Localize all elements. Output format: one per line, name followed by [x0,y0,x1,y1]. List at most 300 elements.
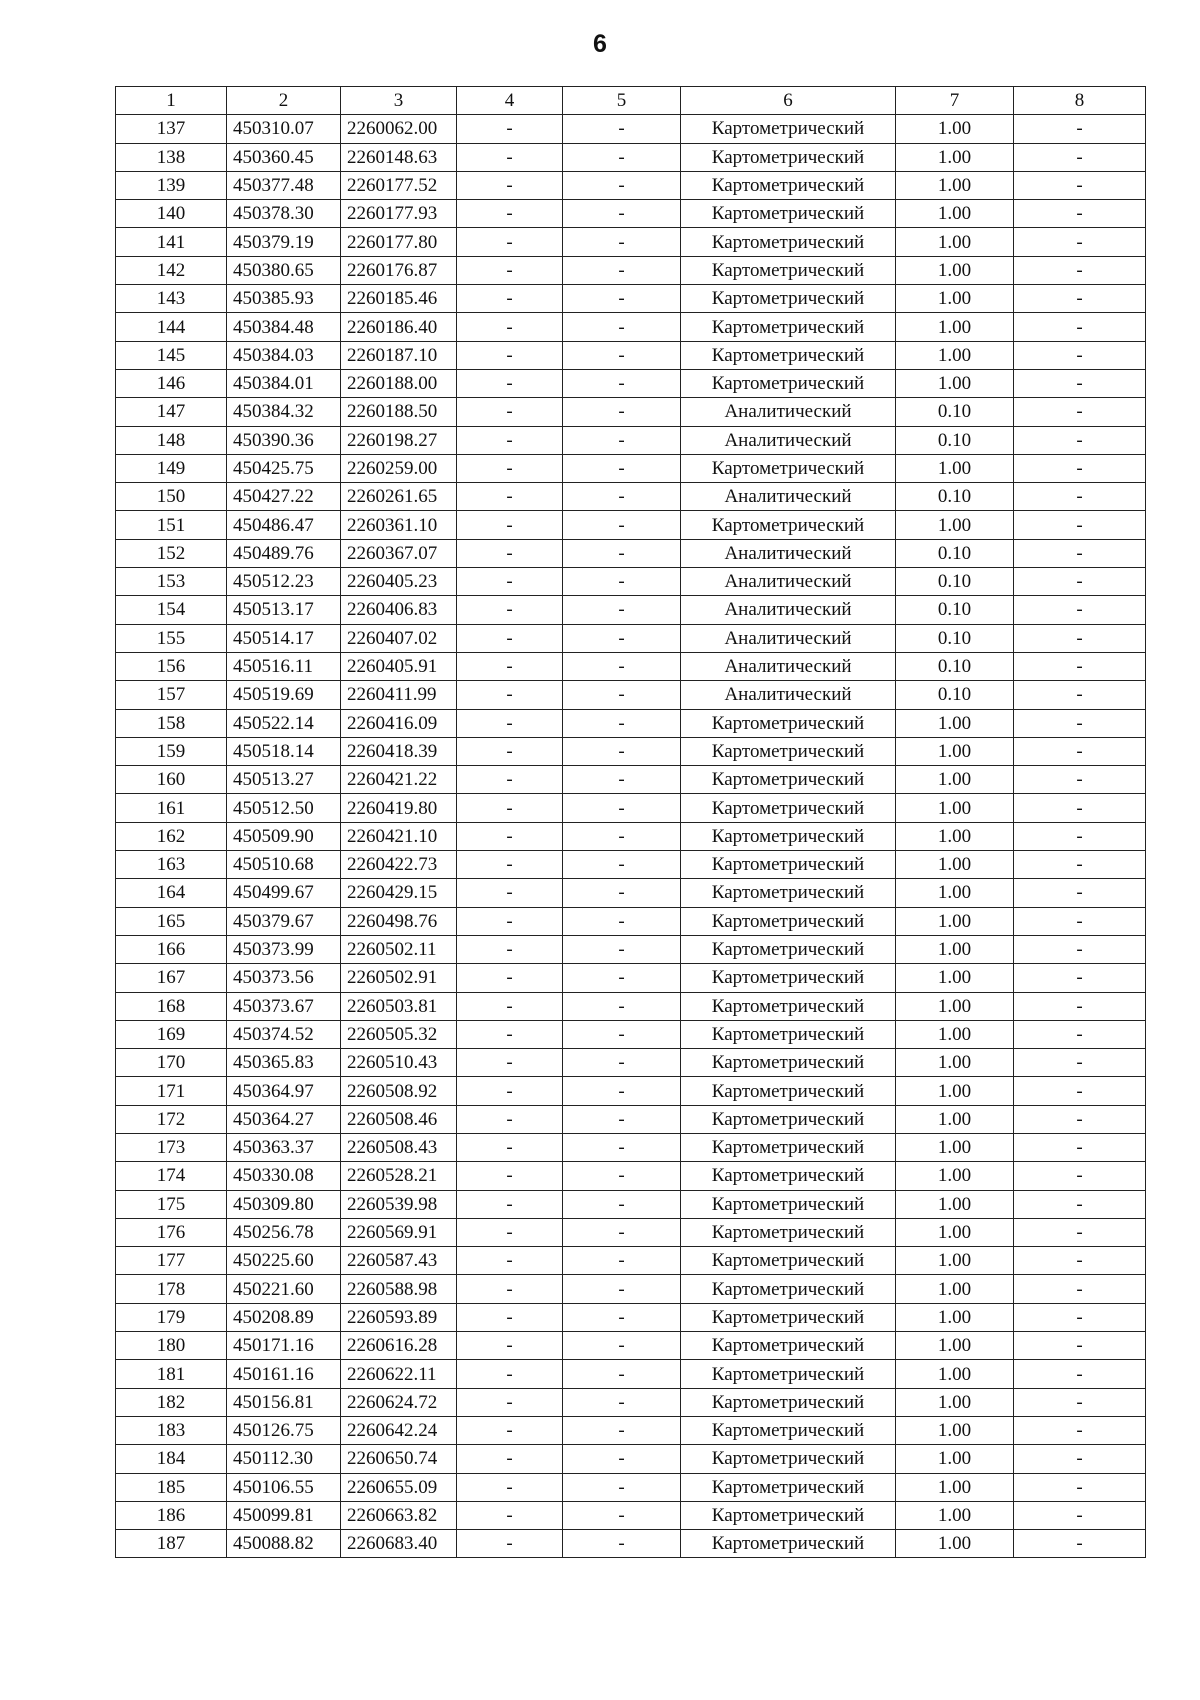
col8-cell: - [1014,907,1146,935]
col5-cell: - [563,681,681,709]
point-number-cell: 184 [116,1445,227,1473]
table-row [116,483,1146,511]
col8-cell: - [1014,1360,1146,1388]
col5-cell: - [563,341,681,369]
col8-cell: - [1014,709,1146,737]
col4-cell: - [457,1303,563,1331]
table-row [116,398,1146,426]
x-coordinate-cell: 450088.82 [227,1530,341,1558]
table-row [116,426,1146,454]
page-number: 6 [593,30,607,58]
point-number-cell: 138 [116,143,227,171]
point-number-cell: 177 [116,1247,227,1275]
col8-cell: - [1014,1020,1146,1048]
col4-cell: - [457,511,563,539]
table-row [116,851,1146,879]
point-number-cell: 162 [116,822,227,850]
x-coordinate-cell: 450373.67 [227,992,341,1020]
y-coordinate-cell: 2260505.32 [341,1020,457,1048]
x-coordinate-cell: 450427.22 [227,483,341,511]
method-cell: Картометрический [681,511,896,539]
col4-cell: - [457,256,563,284]
table-row [116,1360,1146,1388]
y-coordinate-cell: 2260528.21 [341,1162,457,1190]
method-cell: Картометрический [681,171,896,199]
col8-cell: - [1014,1445,1146,1473]
accuracy-cell: 0.10 [896,596,1014,624]
col8-cell: - [1014,426,1146,454]
col8-cell: - [1014,143,1146,171]
col5-cell: - [563,313,681,341]
method-cell: Картометрический [681,992,896,1020]
accuracy-cell: 1.00 [896,1077,1014,1105]
accuracy-cell: 1.00 [896,992,1014,1020]
col8-cell: - [1014,568,1146,596]
col8-cell: - [1014,313,1146,341]
col5-cell: - [563,964,681,992]
accuracy-cell: 0.10 [896,681,1014,709]
table-row [116,369,1146,397]
col5-cell: - [563,1416,681,1444]
table-row [116,1190,1146,1218]
x-coordinate-cell: 450379.67 [227,907,341,935]
y-coordinate-cell: 2260177.93 [341,200,457,228]
col4-cell: - [457,200,563,228]
method-cell: Картометрический [681,1105,896,1133]
table-row [116,313,1146,341]
col4-cell: - [457,454,563,482]
col8-cell: - [1014,879,1146,907]
y-coordinate-cell: 2260177.80 [341,228,457,256]
y-coordinate-cell: 2260422.73 [341,851,457,879]
x-coordinate-cell: 450310.07 [227,115,341,143]
method-cell: Картометрический [681,935,896,963]
col5-cell: - [563,935,681,963]
x-coordinate-cell: 450384.03 [227,341,341,369]
col4-cell: - [457,1218,563,1246]
col5-cell: - [563,1501,681,1529]
accuracy-cell: 1.00 [896,737,1014,765]
accuracy-cell: 1.00 [896,285,1014,313]
x-coordinate-cell: 450256.78 [227,1218,341,1246]
point-number-cell: 154 [116,596,227,624]
method-cell: Аналитический [681,426,896,454]
point-number-cell: 182 [116,1388,227,1416]
method-cell: Картометрический [681,1190,896,1218]
accuracy-cell: 0.10 [896,652,1014,680]
x-coordinate-cell: 450385.93 [227,285,341,313]
y-coordinate-cell: 2260198.27 [341,426,457,454]
point-number-cell: 179 [116,1303,227,1331]
x-coordinate-cell: 450489.76 [227,539,341,567]
col8-cell: - [1014,1105,1146,1133]
col5-cell: - [563,1133,681,1161]
method-cell: Картометрический [681,454,896,482]
table-row [116,341,1146,369]
y-coordinate-cell: 2260503.81 [341,992,457,1020]
col4-cell: - [457,1247,563,1275]
x-coordinate-cell: 450156.81 [227,1388,341,1416]
y-coordinate-cell: 2260642.24 [341,1416,457,1444]
col5-cell: - [563,568,681,596]
col5-cell: - [563,483,681,511]
col5-cell: - [563,1162,681,1190]
x-coordinate-cell: 450365.83 [227,1049,341,1077]
col4-cell: - [457,851,563,879]
accuracy-cell: 1.00 [896,1049,1014,1077]
point-number-cell: 149 [116,454,227,482]
method-cell: Картометрический [681,1332,896,1360]
col5-cell: - [563,1020,681,1048]
table-row [116,1473,1146,1501]
point-number-cell: 183 [116,1416,227,1444]
x-coordinate-cell: 450390.36 [227,426,341,454]
y-coordinate-cell: 2260259.00 [341,454,457,482]
y-coordinate-cell: 2260588.98 [341,1275,457,1303]
x-coordinate-cell: 450374.52 [227,1020,341,1048]
col8-cell: - [1014,1275,1146,1303]
x-coordinate-cell: 450126.75 [227,1416,341,1444]
point-number-cell: 164 [116,879,227,907]
col5-cell: - [563,1360,681,1388]
point-number-cell: 139 [116,171,227,199]
method-cell: Картометрический [681,285,896,313]
col4-cell: - [457,766,563,794]
point-number-cell: 165 [116,907,227,935]
col5-cell: - [563,1190,681,1218]
col4-cell: - [457,992,563,1020]
col8-cell: - [1014,1162,1146,1190]
table-row [116,539,1146,567]
accuracy-cell: 1.00 [896,1105,1014,1133]
col4-cell: - [457,228,563,256]
accuracy-cell: 1.00 [896,1247,1014,1275]
accuracy-cell: 1.00 [896,1473,1014,1501]
x-coordinate-cell: 450512.23 [227,568,341,596]
table-row [116,1218,1146,1246]
col5-cell: - [563,766,681,794]
col4-cell: - [457,794,563,822]
point-number-cell: 146 [116,369,227,397]
accuracy-cell: 1.00 [896,1445,1014,1473]
col4-cell: - [457,1275,563,1303]
col5-cell: - [563,822,681,850]
point-number-cell: 148 [116,426,227,454]
col4-cell: - [457,596,563,624]
accuracy-cell: 0.10 [896,483,1014,511]
y-coordinate-cell: 2260508.46 [341,1105,457,1133]
col8-cell: - [1014,1218,1146,1246]
col8-cell: - [1014,822,1146,850]
x-coordinate-cell: 450425.75 [227,454,341,482]
y-coordinate-cell: 2260177.52 [341,171,457,199]
column-header: 7 [896,87,1014,115]
y-coordinate-cell: 2260616.28 [341,1332,457,1360]
accuracy-cell: 1.00 [896,200,1014,228]
y-coordinate-cell: 2260683.40 [341,1530,457,1558]
method-cell: Картометрический [681,1501,896,1529]
y-coordinate-cell: 2260148.63 [341,143,457,171]
table-row [116,992,1146,1020]
col8-cell: - [1014,1501,1146,1529]
col4-cell: - [457,313,563,341]
accuracy-cell: 1.00 [896,907,1014,935]
table-row [116,228,1146,256]
x-coordinate-cell: 450360.45 [227,143,341,171]
y-coordinate-cell: 2260405.91 [341,652,457,680]
x-coordinate-cell: 450513.17 [227,596,341,624]
col4-cell: - [457,737,563,765]
column-header: 1 [116,87,227,115]
accuracy-cell: 0.10 [896,398,1014,426]
x-coordinate-cell: 450380.65 [227,256,341,284]
column-header: 2 [227,87,341,115]
col8-cell: - [1014,115,1146,143]
table-row [116,1388,1146,1416]
table-row [116,171,1146,199]
col4-cell: - [457,935,563,963]
method-cell: Аналитический [681,681,896,709]
table-row [116,766,1146,794]
col5-cell: - [563,369,681,397]
table-row [116,1303,1146,1331]
col8-cell: - [1014,171,1146,199]
y-coordinate-cell: 2260261.65 [341,483,457,511]
col8-cell: - [1014,1049,1146,1077]
table-row [116,794,1146,822]
table-row [116,1162,1146,1190]
accuracy-cell: 1.00 [896,964,1014,992]
accuracy-cell: 1.00 [896,1388,1014,1416]
col4-cell: - [457,1105,563,1133]
table-row [116,568,1146,596]
accuracy-cell: 1.00 [896,1303,1014,1331]
accuracy-cell: 1.00 [896,935,1014,963]
coordinates-table [115,86,1146,1558]
col8-cell: - [1014,539,1146,567]
table-row [116,1105,1146,1133]
col8-cell: - [1014,1530,1146,1558]
y-coordinate-cell: 2260176.87 [341,256,457,284]
x-coordinate-cell: 450510.68 [227,851,341,879]
accuracy-cell: 1.00 [896,851,1014,879]
col8-cell: - [1014,681,1146,709]
y-coordinate-cell: 2260416.09 [341,709,457,737]
table-row [116,1445,1146,1473]
col5-cell: - [563,737,681,765]
method-cell: Картометрический [681,143,896,171]
table-row [116,285,1146,313]
col4-cell: - [457,1133,563,1161]
table-row [116,1133,1146,1161]
y-coordinate-cell: 2260411.99 [341,681,457,709]
x-coordinate-cell: 450330.08 [227,1162,341,1190]
table-row [116,1332,1146,1360]
method-cell: Картометрический [681,794,896,822]
col8-cell: - [1014,200,1146,228]
accuracy-cell: 1.00 [896,369,1014,397]
method-cell: Картометрический [681,1049,896,1077]
method-cell: Аналитический [681,568,896,596]
column-header: 8 [1014,87,1146,115]
col5-cell: - [563,171,681,199]
y-coordinate-cell: 2260539.98 [341,1190,457,1218]
method-cell: Картометрический [681,851,896,879]
x-coordinate-cell: 450514.17 [227,624,341,652]
table-row [116,907,1146,935]
x-coordinate-cell: 450221.60 [227,1275,341,1303]
x-coordinate-cell: 450516.11 [227,652,341,680]
point-number-cell: 142 [116,256,227,284]
col8-cell: - [1014,341,1146,369]
accuracy-cell: 1.00 [896,1020,1014,1048]
y-coordinate-cell: 2260663.82 [341,1501,457,1529]
col5-cell: - [563,1049,681,1077]
table-row [116,115,1146,143]
accuracy-cell: 0.10 [896,426,1014,454]
point-number-cell: 185 [116,1473,227,1501]
method-cell: Картометрический [681,879,896,907]
point-number-cell: 152 [116,539,227,567]
x-coordinate-cell: 450522.14 [227,709,341,737]
col5-cell: - [563,200,681,228]
y-coordinate-cell: 2260367.07 [341,539,457,567]
y-coordinate-cell: 2260622.11 [341,1360,457,1388]
table-row [116,879,1146,907]
y-coordinate-cell: 2260429.15 [341,879,457,907]
col5-cell: - [563,1473,681,1501]
method-cell: Картометрический [681,369,896,397]
table-row [116,143,1146,171]
method-cell: Картометрический [681,1530,896,1558]
point-number-cell: 156 [116,652,227,680]
accuracy-cell: 1.00 [896,1416,1014,1444]
table-row [116,935,1146,963]
col5-cell: - [563,709,681,737]
x-coordinate-cell: 450309.80 [227,1190,341,1218]
col5-cell: - [563,115,681,143]
col4-cell: - [457,1332,563,1360]
col8-cell: - [1014,1077,1146,1105]
col4-cell: - [457,171,563,199]
method-cell: Картометрический [681,1218,896,1246]
method-cell: Аналитический [681,624,896,652]
column-header: 5 [563,87,681,115]
point-number-cell: 181 [116,1360,227,1388]
x-coordinate-cell: 450518.14 [227,737,341,765]
col4-cell: - [457,1020,563,1048]
point-number-cell: 159 [116,737,227,765]
accuracy-cell: 1.00 [896,171,1014,199]
x-coordinate-cell: 450225.60 [227,1247,341,1275]
method-cell: Картометрический [681,256,896,284]
method-cell: Аналитический [681,483,896,511]
x-coordinate-cell: 450519.69 [227,681,341,709]
method-cell: Картометрический [681,907,896,935]
col5-cell: - [563,256,681,284]
method-cell: Картометрический [681,1133,896,1161]
point-number-cell: 158 [116,709,227,737]
col5-cell: - [563,426,681,454]
point-number-cell: 144 [116,313,227,341]
y-coordinate-cell: 2260361.10 [341,511,457,539]
col5-cell: - [563,1275,681,1303]
y-coordinate-cell: 2260498.76 [341,907,457,935]
point-number-cell: 160 [116,766,227,794]
method-cell: Картометрический [681,1247,896,1275]
col4-cell: - [457,681,563,709]
col5-cell: - [563,511,681,539]
method-cell: Аналитический [681,398,896,426]
method-cell: Картометрический [681,115,896,143]
y-coordinate-cell: 2260062.00 [341,115,457,143]
column-header: 3 [341,87,457,115]
col4-cell: - [457,1501,563,1529]
y-coordinate-cell: 2260502.11 [341,935,457,963]
table-row [116,200,1146,228]
col4-cell: - [457,1049,563,1077]
accuracy-cell: 1.00 [896,1133,1014,1161]
col4-cell: - [457,907,563,935]
col4-cell: - [457,1530,563,1558]
accuracy-cell: 1.00 [896,1332,1014,1360]
y-coordinate-cell: 2260419.80 [341,794,457,822]
col5-cell: - [563,596,681,624]
point-number-cell: 141 [116,228,227,256]
y-coordinate-cell: 2260508.43 [341,1133,457,1161]
y-coordinate-cell: 2260421.10 [341,822,457,850]
method-cell: Картометрический [681,1473,896,1501]
col4-cell: - [457,115,563,143]
point-number-cell: 155 [116,624,227,652]
col8-cell: - [1014,1303,1146,1331]
column-header: 4 [457,87,563,115]
point-number-cell: 176 [116,1218,227,1246]
point-number-cell: 186 [116,1501,227,1529]
col8-cell: - [1014,1332,1146,1360]
method-cell: Картометрический [681,228,896,256]
col8-cell: - [1014,1190,1146,1218]
col4-cell: - [457,964,563,992]
col8-cell: - [1014,398,1146,426]
point-number-cell: 147 [116,398,227,426]
col8-cell: - [1014,652,1146,680]
col8-cell: - [1014,228,1146,256]
method-cell: Картометрический [681,737,896,765]
col5-cell: - [563,851,681,879]
x-coordinate-cell: 450364.27 [227,1105,341,1133]
col5-cell: - [563,1077,681,1105]
accuracy-cell: 0.10 [896,568,1014,596]
accuracy-cell: 1.00 [896,1190,1014,1218]
x-coordinate-cell: 450112.30 [227,1445,341,1473]
y-coordinate-cell: 2260407.02 [341,624,457,652]
col8-cell: - [1014,454,1146,482]
col4-cell: - [457,1445,563,1473]
col8-cell: - [1014,511,1146,539]
accuracy-cell: 0.10 [896,539,1014,567]
x-coordinate-cell: 450384.32 [227,398,341,426]
col8-cell: - [1014,1473,1146,1501]
y-coordinate-cell: 2260406.83 [341,596,457,624]
col5-cell: - [563,1303,681,1331]
x-coordinate-cell: 450509.90 [227,822,341,850]
method-cell: Картометрический [681,766,896,794]
col8-cell: - [1014,964,1146,992]
point-number-cell: 140 [116,200,227,228]
accuracy-cell: 1.00 [896,766,1014,794]
point-number-cell: 137 [116,115,227,143]
